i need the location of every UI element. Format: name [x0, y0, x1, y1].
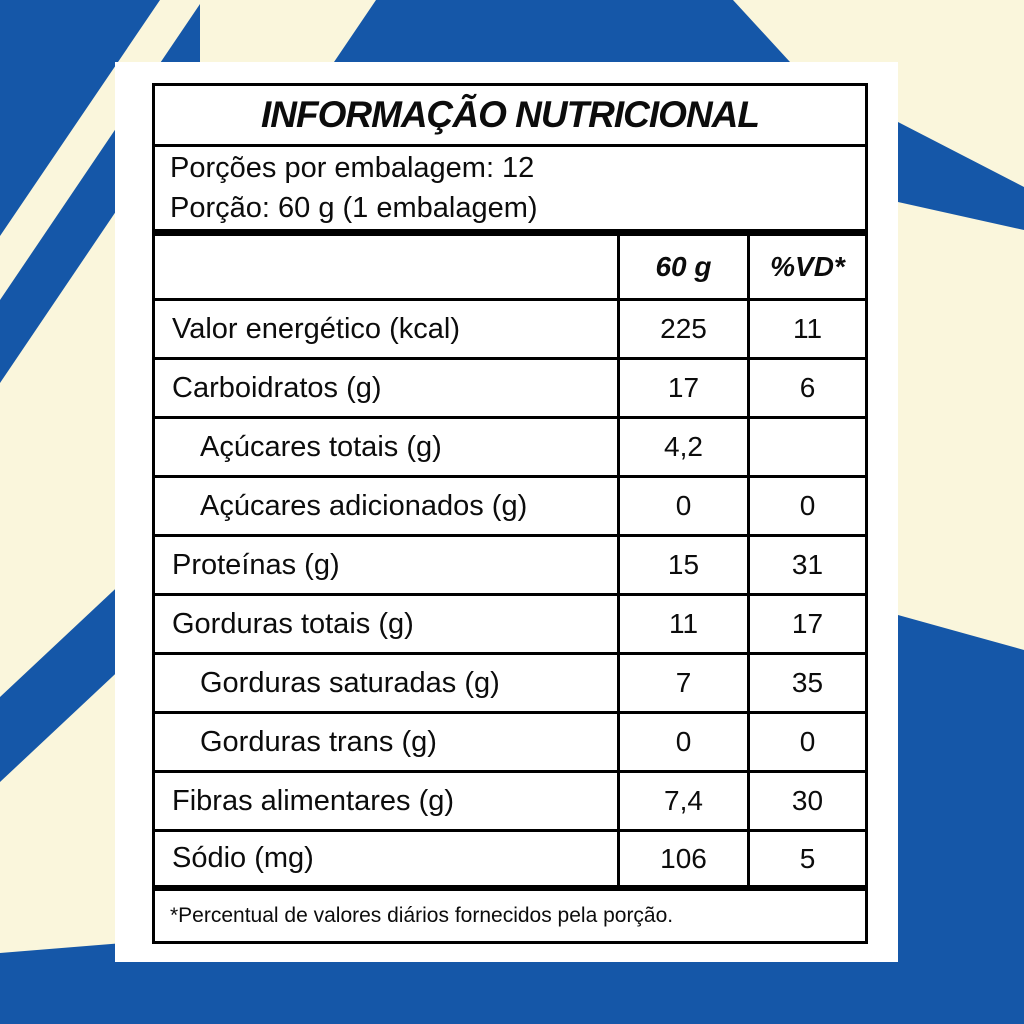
row-amount: 4,2 [617, 419, 747, 475]
row-label: Gorduras totais (g) [172, 607, 414, 640]
row-label: Carboidratos (g) [172, 371, 382, 404]
table-row [155, 596, 865, 655]
column-header-amount: 60 g [617, 236, 747, 298]
label-card [115, 62, 898, 962]
row-amount: 225 [617, 301, 747, 357]
row-label: Gorduras trans (g) [200, 725, 437, 758]
row-amount: 0 [617, 714, 747, 770]
row-dv: 17 [747, 596, 865, 652]
table-row [155, 301, 865, 360]
nutrition-table [152, 83, 868, 944]
bg-cream-ray-right [898, 202, 1024, 650]
row-amount: 17 [617, 360, 747, 416]
table-row [155, 537, 865, 596]
column-header-dv: %VD* [747, 236, 865, 298]
servings-per-package: Porções por embalagem: 12 [170, 152, 535, 184]
table-row [155, 419, 865, 478]
table-row [155, 714, 865, 773]
column-header-empty [155, 236, 617, 298]
row-dv: 0 [747, 714, 865, 770]
row-label: Açúcares totais (g) [200, 430, 442, 463]
row-dv: 30 [747, 773, 865, 829]
row-label: Açúcares adicionados (g) [200, 489, 528, 522]
row-amount: 11 [617, 596, 747, 652]
table-row [155, 655, 865, 714]
table-row [155, 773, 865, 832]
row-label: Sódio (mg) [172, 842, 314, 874]
row-label: Proteínas (g) [172, 548, 340, 581]
row-dv: 31 [747, 537, 865, 593]
row-dv: 35 [747, 655, 865, 711]
table-title: INFORMAÇÃO NUTRICIONAL [155, 86, 865, 147]
serving-info [155, 147, 865, 236]
footnote: *Percentual de valores diários fornecidos pela porção. [170, 904, 674, 927]
row-amount: 15 [617, 537, 747, 593]
row-dv: 6 [747, 360, 865, 416]
row-amount: 106 [617, 832, 747, 885]
row-dv: 0 [747, 478, 865, 534]
row-dv: 5 [747, 832, 865, 885]
row-label: Valor energético (kcal) [172, 312, 460, 345]
serving-size: Porção: 60 g (1 embalagem) [170, 192, 538, 224]
row-amount: 0 [617, 478, 747, 534]
table-row [155, 360, 865, 419]
row-label: Fibras alimentares (g) [172, 784, 455, 817]
table-row [155, 832, 865, 891]
table-row [155, 478, 865, 537]
row-amount: 7,4 [617, 773, 747, 829]
row-label: Gorduras saturadas (g) [200, 666, 500, 699]
row-dv: 11 [747, 301, 865, 357]
column-header-row [155, 236, 865, 301]
row-amount: 7 [617, 655, 747, 711]
row-dv [747, 419, 865, 475]
